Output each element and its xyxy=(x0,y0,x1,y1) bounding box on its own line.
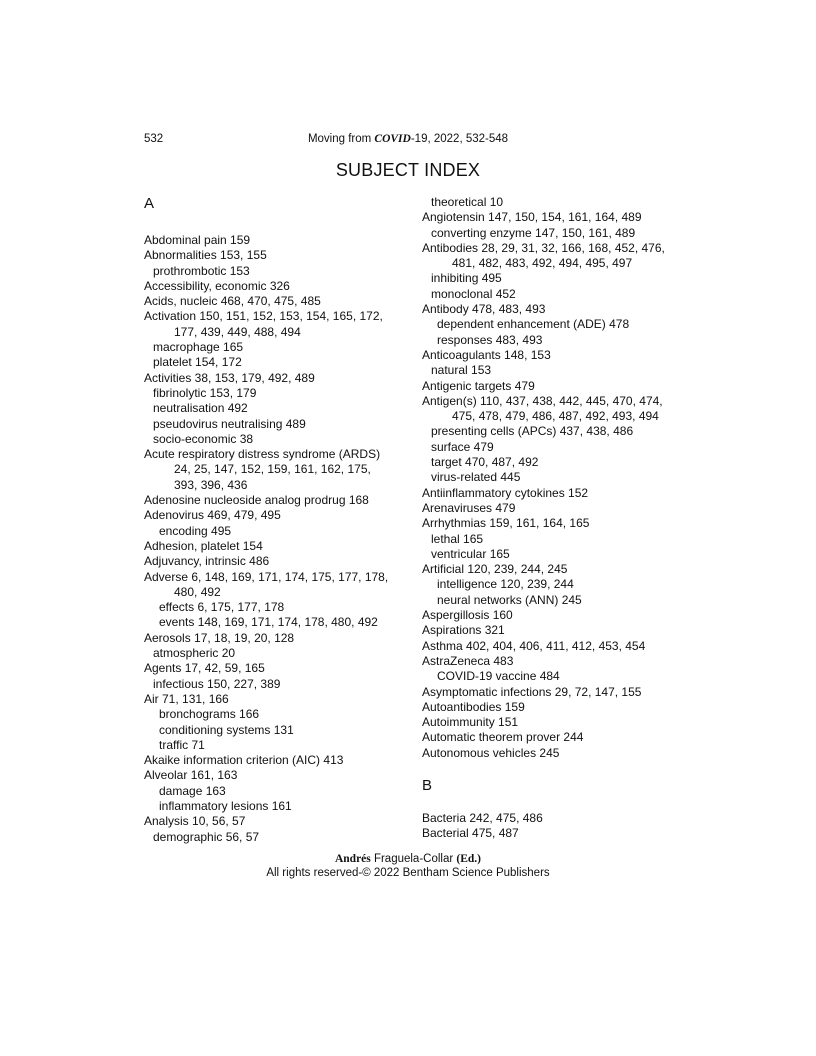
index-section-letter: A xyxy=(144,195,155,212)
index-entry: Arrhythmias 159, 161, 164, 165 xyxy=(422,516,590,531)
index-entry: Aerosols 17, 18, 19, 20, 128 xyxy=(144,630,295,645)
index-subentry: presenting cells (APCs) 437, 438, 486 xyxy=(431,424,634,439)
index-entry: Aspergillosis 160 xyxy=(422,608,513,623)
index-subentry: intelligence 120, 239, 244 xyxy=(437,577,574,592)
section-spacer xyxy=(144,213,404,233)
index-subentry: events 148, 169, 171, 174, 178, 480, 492 xyxy=(159,615,378,630)
running-title-prefix: Moving from xyxy=(307,133,375,145)
index-entry: Autonomous vehicles 245 xyxy=(422,745,560,760)
index-entry: Antigenic targets 479 xyxy=(422,378,535,393)
index-entry-continuation: 177, 439, 449, 488, 494 xyxy=(174,324,301,339)
editor-role: (Ed.) xyxy=(456,853,482,865)
index-entry: Adverse 6, 148, 169, 171, 174, 175, 177, 178, xyxy=(144,569,389,584)
index-entry: Activation 150, 151, 152, 153, 154, 165, 172, xyxy=(144,309,383,324)
index-entry: Autoantibodies 159 xyxy=(422,699,525,714)
section-spacer xyxy=(422,761,682,777)
index-subentry: socio-economic 38 xyxy=(153,431,254,446)
index-subentry: target 470, 487, 492 xyxy=(431,455,539,470)
index-entry: Accessibility, economic 326 xyxy=(144,278,290,293)
index-entry: Aspirations 321 xyxy=(422,623,505,638)
index-entry: AstraZeneca 483 xyxy=(422,653,514,668)
index-entry: Analysis 10, 56, 57 xyxy=(144,814,246,829)
index-subentry: fibrinolytic 153, 179 xyxy=(153,385,257,400)
index-subentry: conditioning systems 131 xyxy=(159,722,294,737)
index-entry: Anticoagulants 148, 153 xyxy=(422,347,551,362)
index-subentry: dependent enhancement (ADE) 478 xyxy=(437,317,630,332)
editor-last-name: Fraguela-Collar xyxy=(370,853,457,865)
index-entry: Antiinflammatory cytokines 152 xyxy=(422,485,589,500)
index-entry: Acute respiratory distress syndrome (ARDS) xyxy=(144,447,381,462)
index-entry: Adenovirus 469, 479, 495 xyxy=(144,508,281,523)
index-section-letter: B xyxy=(422,776,433,794)
index-subentry: inhibiting 495 xyxy=(431,271,502,286)
index-entry: Angiotensin 147, 150, 154, 161, 164, 489 xyxy=(422,210,642,225)
index-subentry: bronchograms 166 xyxy=(159,707,260,722)
index-entry: Abnormalities 153, 155 xyxy=(144,248,267,263)
index-subentry: traffic 71 xyxy=(159,737,205,752)
running-title-suffix: -19, 2022, 532-548 xyxy=(410,133,509,145)
page-number: 532 xyxy=(144,133,164,145)
index-entry: Bacteria 242, 475, 486 xyxy=(422,810,543,825)
index-entry: Abdominal pain 159 xyxy=(144,233,251,247)
index-subentry: prothrombotic 153 xyxy=(153,263,250,278)
index-subentry: neural networks (ANN) 245 xyxy=(437,592,582,607)
index-entry-continuation: 480, 492 xyxy=(174,584,221,599)
page-title: SUBJECT INDEX xyxy=(335,160,481,180)
index-entry: Bacterial 475, 487 xyxy=(422,826,519,841)
index-entry: Adjuvancy, intrinsic 486 xyxy=(144,554,270,569)
index-subentry: lethal 165 xyxy=(431,531,484,546)
index-entry-continuation: 24, 25, 147, 152, 159, 161, 162, 175, xyxy=(174,462,371,477)
index-entry-continuation: 393, 396, 436 xyxy=(174,477,248,492)
index-subentry: atmospheric 20 xyxy=(153,646,236,661)
index-column-left xyxy=(144,195,404,845)
index-entry: Air 71, 131, 166 xyxy=(144,691,229,706)
index-subentry: effects 6, 175, 177, 178 xyxy=(159,600,285,615)
index-entry-continuation: 481, 482, 483, 492, 494, 495, 497 xyxy=(452,256,633,271)
running-header xyxy=(0,133,816,145)
index-subentry: responses 483, 493 xyxy=(437,332,543,347)
index-subentry: inflammatory lesions 161 xyxy=(159,798,292,813)
index-entry: Agents 17, 42, 59, 165 xyxy=(144,661,265,676)
index-entry: Alveolar 161, 163 xyxy=(144,768,238,783)
index-entry: Artificial 120, 239, 244, 245 xyxy=(422,562,568,577)
index-subentry: monoclonal 452 xyxy=(431,286,516,301)
index-subentry: natural 153 xyxy=(431,363,492,378)
index-subentry: platelet 154, 172 xyxy=(153,355,242,370)
index-subentry: virus-related 445 xyxy=(431,470,521,485)
index-entry: Antibodies 28, 29, 31, 32, 166, 168, 452, 476, xyxy=(422,240,665,255)
index-entry: Asthma 402, 404, 406, 411, 412, 453, 454 xyxy=(422,638,646,653)
index-entry: Automatic theorem prover 244 xyxy=(422,730,584,745)
index-subentry: pseudovirus neutralising 489 xyxy=(153,416,306,431)
index-subentry: COVID-19 vaccine 484 xyxy=(437,669,560,684)
index-entry: Arenaviruses 479 xyxy=(422,500,516,515)
index-subentry: infectious 150, 227, 389 xyxy=(153,676,281,691)
index-column-right xyxy=(422,195,682,842)
index-entry: Antibody 478, 483, 493 xyxy=(422,302,546,317)
index-entry: Autoimmunity 151 xyxy=(422,715,519,730)
editor-first-name: Andrés xyxy=(334,853,371,865)
index-subentry: demographic 56, 57 xyxy=(153,829,260,844)
index-entry-continuation: 475, 478, 479, 486, 487, 492, 493, 494 xyxy=(452,409,659,424)
index-subentry: damage 163 xyxy=(159,783,226,798)
index-entry: Adhesion, platelet 154 xyxy=(144,538,263,553)
index-entry: Antigen(s) 110, 437, 438, 442, 445, 470, 474, xyxy=(422,393,663,408)
index-entry: Adenosine nucleoside analog prodrug 168 xyxy=(144,493,369,508)
index-subentry: ventricular 165 xyxy=(431,546,510,561)
index-subentry: converting enzyme 147, 150, 161, 489 xyxy=(431,225,636,240)
index-subentry: encoding 495 xyxy=(159,523,232,538)
index-subentry: theoretical 10 xyxy=(431,195,504,209)
index-entry: Activities 38, 153, 179, 492, 489 xyxy=(144,370,315,385)
index-entry: Asymptomatic infections 29, 72, 147, 155 xyxy=(422,684,642,699)
index-entry: Acids, nucleic 468, 470, 475, 485 xyxy=(144,294,321,309)
index-subentry: macrophage 165 xyxy=(153,340,244,355)
index-subentry: surface 479 xyxy=(431,439,494,454)
footer-editor xyxy=(0,853,816,865)
index-subentry: neutralisation 492 xyxy=(153,401,248,416)
index-entry: Akaike information criterion (AIC) 413 xyxy=(144,753,344,768)
running-title-covid: COVID xyxy=(374,133,411,145)
section-spacer xyxy=(422,795,682,811)
footer-rights: All rights reserved-© 2022 Bentham Science Publishers xyxy=(266,867,550,879)
